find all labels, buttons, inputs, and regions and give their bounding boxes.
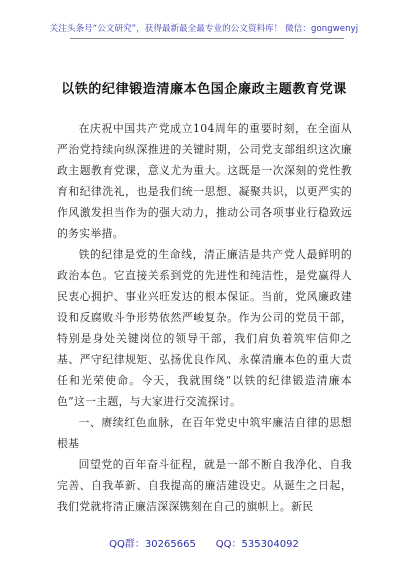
document-title: 以铁的纪律锻造清廉本色国企廉政主题教育党课: [61, 82, 347, 97]
paragraph-history: 回望党的百年奋斗征程，就是一部不断自我净化、自我完善、自我革新、自我提高的廉洁建设史。从诞生之日起，我们党就将清正廉洁深深镌刻在自己的旗帜上。新民: [57, 458, 352, 513]
section-heading-one: 一、赓续红色血脉，在百年党史中筑牢廉洁自律的思想根基: [57, 416, 352, 450]
footer-contact-note: QQ群：30265665 QQ：535304092: [109, 539, 299, 550]
document-body: [57, 118, 352, 517]
header-divider: [70, 38, 344, 39]
paragraph-intro: 在庆祝中国共产党成立104周年的重要时刻，在全面从严治党持续向纵深推进的关键时期，公司党支部组织这次廉政主题教育党课，意义尤为重大。这既是一次深刻的党性教育和纪律洗礼，也是我们统一思想、凝聚共识，以更严实的作风激发担当作为的强大动力，推动公司各项事业行稳致远的务实举措。: [57, 122, 352, 240]
paragraph-discipline: 铁的纪律是党的生命线，清正廉洁是共产党人最鲜明的政治本色。它直接关系到党的先进性和纯洁性，是党赢得人民衷心拥护、事业兴旺发达的根本保证。当前，党风廉政建设和反腐败斗争形势依然严峻复杂。作为公司的党员干部，特别是身处关键岗位的领导干部，我们肩负着筑牢信仰之基、严守纪律规矩、弘扬优良作风、永葆清廉本色的重大责任和光荣使命。今天，我就围绕“以铁的纪律锻造清廉本色”这一主题，与大家进行交流探讨。: [57, 248, 352, 408]
header-promo-note: 关注头条号“公文研究”，获得最新最全最专业的公文资料库！ 微信：gongwenyj: [49, 24, 359, 34]
